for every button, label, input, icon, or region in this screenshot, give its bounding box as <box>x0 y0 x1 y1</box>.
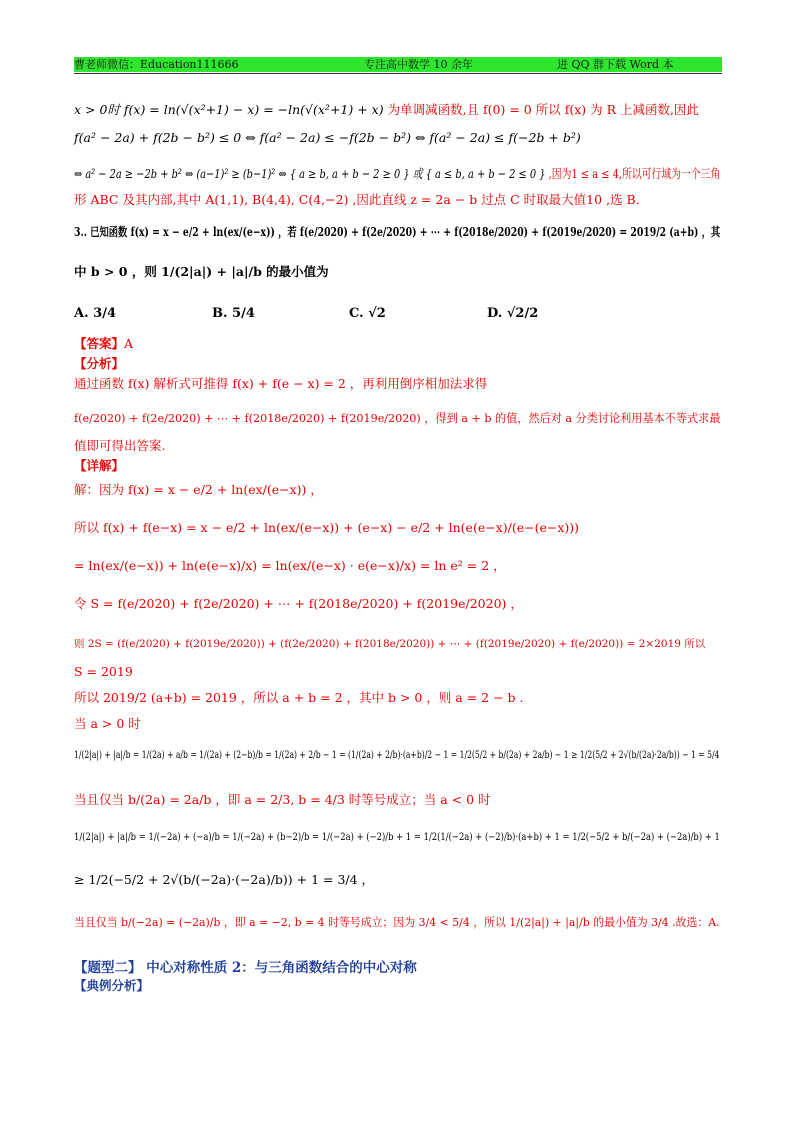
detail-line-1: 解：因为 f(x) = x − e/2 + ln(ex/(e−x)) ， <box>74 482 323 497</box>
prev-l1-math: x > 0时 f(x) = ln(√(x²+1) − x) = −ln(√(x²+1) + x) <box>74 102 384 117</box>
question-stem-1 <box>74 224 720 240</box>
option-a-label: A. <box>74 306 89 321</box>
detail-line-11: 1/(2|a|) + |a|/b = 1/(−2a) + (−a)/b = 1/(−2a) + (b−2)/b = 1/(−2a) + (−2)/b + 1 = 1/2(1/(−2a) + (−2)/b)·(a+b) + 1 = 1/2(−5/2 + b/(−2a) + (−2a)/b) + 1 <box>74 832 720 843</box>
section-subtitle: 【典例分析】 <box>74 978 150 993</box>
question-stem-1-text: 已知函数 f(x) = x − e/2 + ln(ex/(e−x)) ，若 f(e/2020) + f(2e/2020) + ⋯ + f(2018e/2020) + f(2019e/2020) = 2019/2 (a+b) ，其 <box>90 225 721 239</box>
detail-line-4: 令 S = f(e/2020) + f(2e/2020) + ⋯ + f(2018e/2020) + f(2019e/2020) ， <box>74 596 523 611</box>
detail-line-6: S = 2019 <box>74 664 133 679</box>
option-d-value: √2/2 <box>506 306 539 321</box>
prev-solution-line-1 <box>74 102 699 118</box>
detail-line-9: 1/(2|a|) + |a|/b = 1/(2a) + a/b = 1/(2a) + (2−b)/b = 1/(2a) + 2/b − 1 = (1/(2a) + 2/b)·(a+b)/2 − 1 = 1/2(5/2 + b/(2a) + 2a/b) − 1 ≥ 1/2(5/2 + 2√(b/(2a)·2a/b)) − 1 = 5/4 <box>74 750 720 761</box>
option-a <box>74 306 116 321</box>
detail-line-2: 所以 f(x) + f(e−x) = x − e/2 + ln(ex/(e−x)) + (e−x) − e/2 + ln(e(e−x)/(e−(e−x))) <box>74 520 580 535</box>
answer-value: A <box>124 336 134 351</box>
analysis-tag: 【分析】 <box>74 356 125 371</box>
prev-solution-line-4: 形 ABC 及其内部,其中 A(1,1), B(4,4), C(4,−2) ,因此直线 z = 2a − b 过点 C 时取最大值10 ,选 B. <box>74 192 640 207</box>
prev-l3-math: ⇔ a² − 2a ≥ −2b + b² ⇔ (a−1)² ≥ (b−1)² ⇔ { a ≥ b, a + b − 2 ≥ 0 } 或 { a ≤ b, a + b − 2 ≤ 0 } <box>74 166 546 181</box>
detail-line-12: ≥ 1/2(−5/2 + 2√(b/(−2a)·(−2a)/b)) + 1 = 3/4 ， <box>74 872 375 887</box>
header-left-text: 曹老师微信：Education111666 <box>74 58 239 71</box>
option-c-value: √2 <box>368 306 386 321</box>
section-title: 【题型二】 中心对称性质 2：与三角函数结合的中心对称 <box>74 960 417 976</box>
option-c-label: C. <box>349 306 364 321</box>
detail-tag: 【详解】 <box>74 458 125 473</box>
analysis-line-2: f(e/2020) + f(2e/2020) + ⋯ + f(2018e/2020) + f(2019e/2020) ，得到 a + b 的值，然后对 a 分类讨论利用基本不等式求最 <box>74 411 721 425</box>
option-b-label: B. <box>212 306 228 321</box>
question-number: 3.. <box>74 225 87 239</box>
question-stem-2: 中 b > 0 ，则 1/(2|a|) + |a|/b 的最小值为 <box>74 264 329 279</box>
answer-line <box>74 336 133 352</box>
option-a-value: 3/4 <box>93 306 116 321</box>
option-d-label: D. <box>487 306 503 321</box>
option-d <box>487 306 538 321</box>
option-b-value: 5/4 <box>232 306 255 321</box>
detail-line-10: 当且仅当 b/(2a) = 2a/b ，即 a = 2/3, b = 4/3 时等号成立；当 a < 0 时 <box>74 792 491 807</box>
analysis-line-3: 值即可得出答案. <box>74 438 166 453</box>
detail-line-5: 则 2S = (f(e/2020) + f(2019e/2020)) + (f(2e/2020) + f(2018e/2020)) + ⋯ + (f(2019e/2020) + f(e/2020)) = 2×2019 所以 <box>74 638 706 650</box>
analysis-line-1: 通过函数 f(x) 解析式可推得 f(x) + f(e − x) = 2 ，再利用倒序相加法求得 <box>74 376 488 391</box>
prev-l3-text: ,因为1 ≤ a ≤ 4,所以可行域为一个三角 <box>548 166 721 181</box>
prev-l1-text: 为单调减函数,且 f(0) = 0 所以 f(x) 为 R 上减函数,因此 <box>387 102 699 117</box>
page-header-banner <box>74 57 722 72</box>
detail-line-8: 当 a > 0 时 <box>74 716 141 731</box>
header-right-text: 进 QQ 群下载 Word 本 <box>557 58 674 71</box>
header-center-text: 专注高中数学 10 余年 <box>364 58 473 71</box>
header-divider <box>74 73 722 74</box>
option-c <box>349 306 386 321</box>
detail-line-13: 当且仅当 b/(−2a) = (−2a)/b ，即 a = −2, b = 4 时等号成立；因为 3/4 < 5/4 ，所以 1/(2|a|) + |a|/b 的最小值为 3/4 .故选：A. <box>74 915 720 929</box>
detail-line-7: 所以 2019/2 (a+b) = 2019 ，所以 a + b = 2 ，其中 b > 0 ，则 a = 2 − b . <box>74 690 524 705</box>
prev-solution-line-2: f(a² − 2a) + f(2b − b²) ≤ 0 ⇔ f(a² − 2a) ≤ −f(2b − b²) ⇔ f(a² − 2a) ≤ f(−2b + b²) <box>74 130 581 145</box>
prev-solution-line-3 <box>74 166 720 182</box>
option-b <box>212 306 255 321</box>
detail-line-3: = ln(ex/(e−x)) + ln(e(e−x)/x) = ln(ex/(e−x) · e(e−x)/x) = ln e² = 2 ， <box>74 558 506 573</box>
answer-tag: 【答案】 <box>74 336 125 351</box>
